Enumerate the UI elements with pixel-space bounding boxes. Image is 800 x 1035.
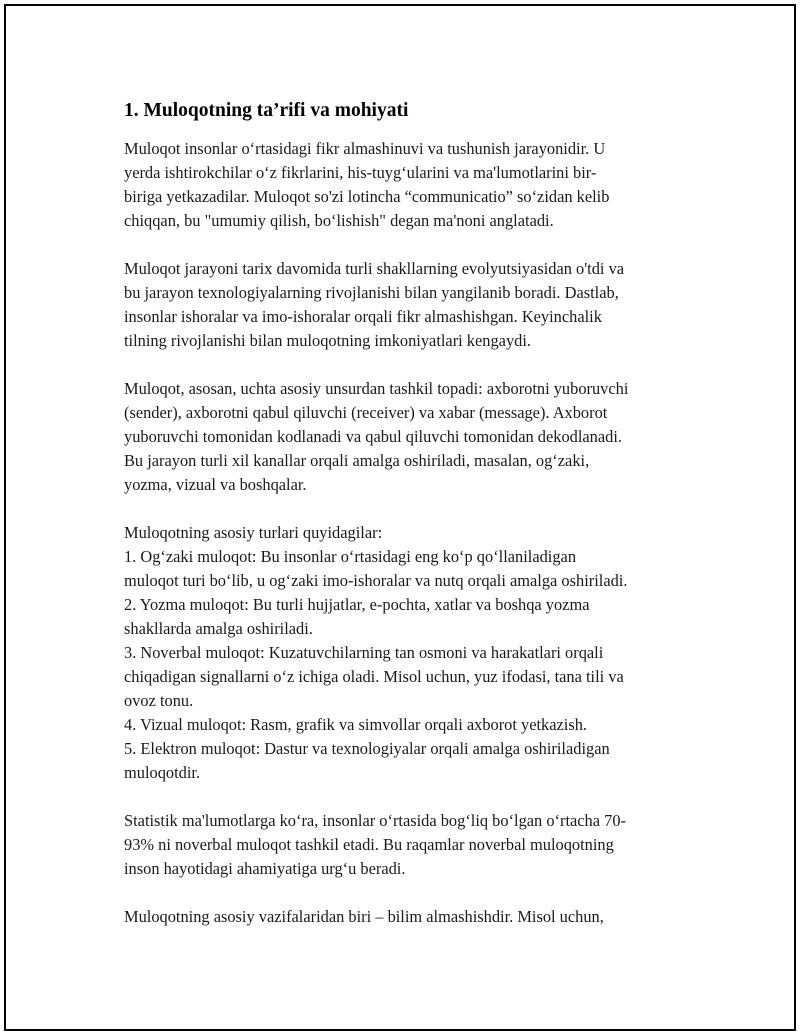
text-line: yozma, vizual va boshqalar. bbox=[124, 475, 307, 494]
text-line: muloqotdir. bbox=[124, 763, 201, 782]
text-line: Muloqot insonlar oʻrtasidagi fikr almashinuvi va tushunish jarayonidir. U bbox=[124, 139, 606, 158]
text-line: chiqadigan signallarni oʻz ichiga oladi. Misol uchun, yuz ifodasi, tana tili va bbox=[124, 667, 624, 686]
text-line: (sender), axborotni qabul qiluvchi (receiver) va xabar (message). Axborot bbox=[124, 403, 608, 422]
text-line: tilning rivojlanishi bilan muloqotning imkoniyatlari kengaydi. bbox=[124, 331, 531, 350]
text-line: Statistik ma'lumotlarga koʻra, insonlar oʻrtasida bogʻliq boʻlgan oʻrtacha 70- bbox=[124, 811, 626, 830]
text-line: Bu jarayon turli xil kanallar orqali amalga oshiriladi, masalan, ogʻzaki, bbox=[124, 451, 590, 470]
list-item bbox=[124, 713, 714, 737]
text-line: muloqot turi boʻlib, u ogʻzaki imo-ishoralar va nutq orqali amalga oshiriladi. bbox=[124, 571, 628, 590]
paragraph-elements bbox=[124, 377, 714, 497]
paragraph-statistics bbox=[124, 809, 714, 881]
text-line: Muloqotning asosiy vazifalaridan biri – bilim almashishdir. Misol uchun, bbox=[124, 907, 604, 926]
document-body bbox=[124, 97, 714, 953]
text-line: chiqqan, bu "umumiy qilish, boʻlishish" degan ma'noni anglatadi. bbox=[124, 211, 554, 230]
page-frame bbox=[4, 4, 796, 1031]
text-line: inson hayotidagi ahamiyatiga urgʻu beradi. bbox=[124, 859, 406, 878]
text-line: insonlar ishoralar va imo-ishoralar orqali fikr almashishgan. Keyinchalik bbox=[124, 307, 602, 326]
paragraph-history bbox=[124, 257, 714, 353]
text-line: ovoz tonu. bbox=[124, 691, 194, 710]
text-line: Muloqot jarayoni tarix davomida turli shakllarning evolyutsiyasidan o'tdi va bbox=[124, 259, 625, 278]
text-line: yuboruvchi tomonidan kodlanadi va qabul qiluvchi tomonidan dekodlanadi. bbox=[124, 427, 622, 446]
list-item bbox=[124, 641, 714, 713]
paragraph-definition bbox=[124, 137, 714, 233]
text-line: biriga yetkazadilar. Muloqot so'zi lotincha “communicatio” soʻzidan kelib bbox=[124, 187, 610, 206]
text-line: 93% ni noverbal muloqot tashkil etadi. Bu raqamlar noverbal muloqotning bbox=[124, 835, 614, 854]
list-item bbox=[124, 593, 714, 641]
text-line: Muloqot, asosan, uchta asosiy unsurdan tashkil topadi: axborotni yuboruvchi bbox=[124, 379, 629, 398]
text-line: 3. Noverbal muloqot: Kuzatuvchilarning tan osmoni va harakatlari orqali bbox=[124, 643, 604, 662]
list-item bbox=[124, 737, 714, 785]
text-line: 5. Elektron muloqot: Dastur va texnologiyalar orqali amalga oshiriladigan bbox=[124, 739, 610, 758]
list-intro: Muloqotning asosiy turlari quyidagilar: bbox=[124, 523, 383, 542]
list-item bbox=[124, 545, 714, 593]
communication-types-list bbox=[124, 545, 714, 785]
paragraph-functions bbox=[124, 905, 714, 929]
text-line: 2. Yozma muloqot: Bu turli hujjatlar, e-pochta, xatlar va boshqa yozma bbox=[124, 595, 590, 614]
text-line: shakllarda amalga oshiriladi. bbox=[124, 619, 313, 638]
text-line: 1. Ogʻzaki muloqot: Bu insonlar oʻrtasidagi eng koʻp qoʻllaniladigan bbox=[124, 547, 577, 566]
text-line: yerda ishtirokchilar oʻz fikrlarini, his-tuygʻularini va ma'lumotlarini bir- bbox=[124, 163, 597, 182]
section-heading: 1. Muloqotning ta’rifi va mohiyati bbox=[124, 100, 409, 121]
text-line: 4. Vizual muloqot: Rasm, grafik va simvollar orqali axborot yetkazish. bbox=[124, 715, 588, 734]
text-line: bu jarayon texnologiyalarning rivojlanishi bilan yangilanib boradi. Dastlab, bbox=[124, 283, 619, 302]
